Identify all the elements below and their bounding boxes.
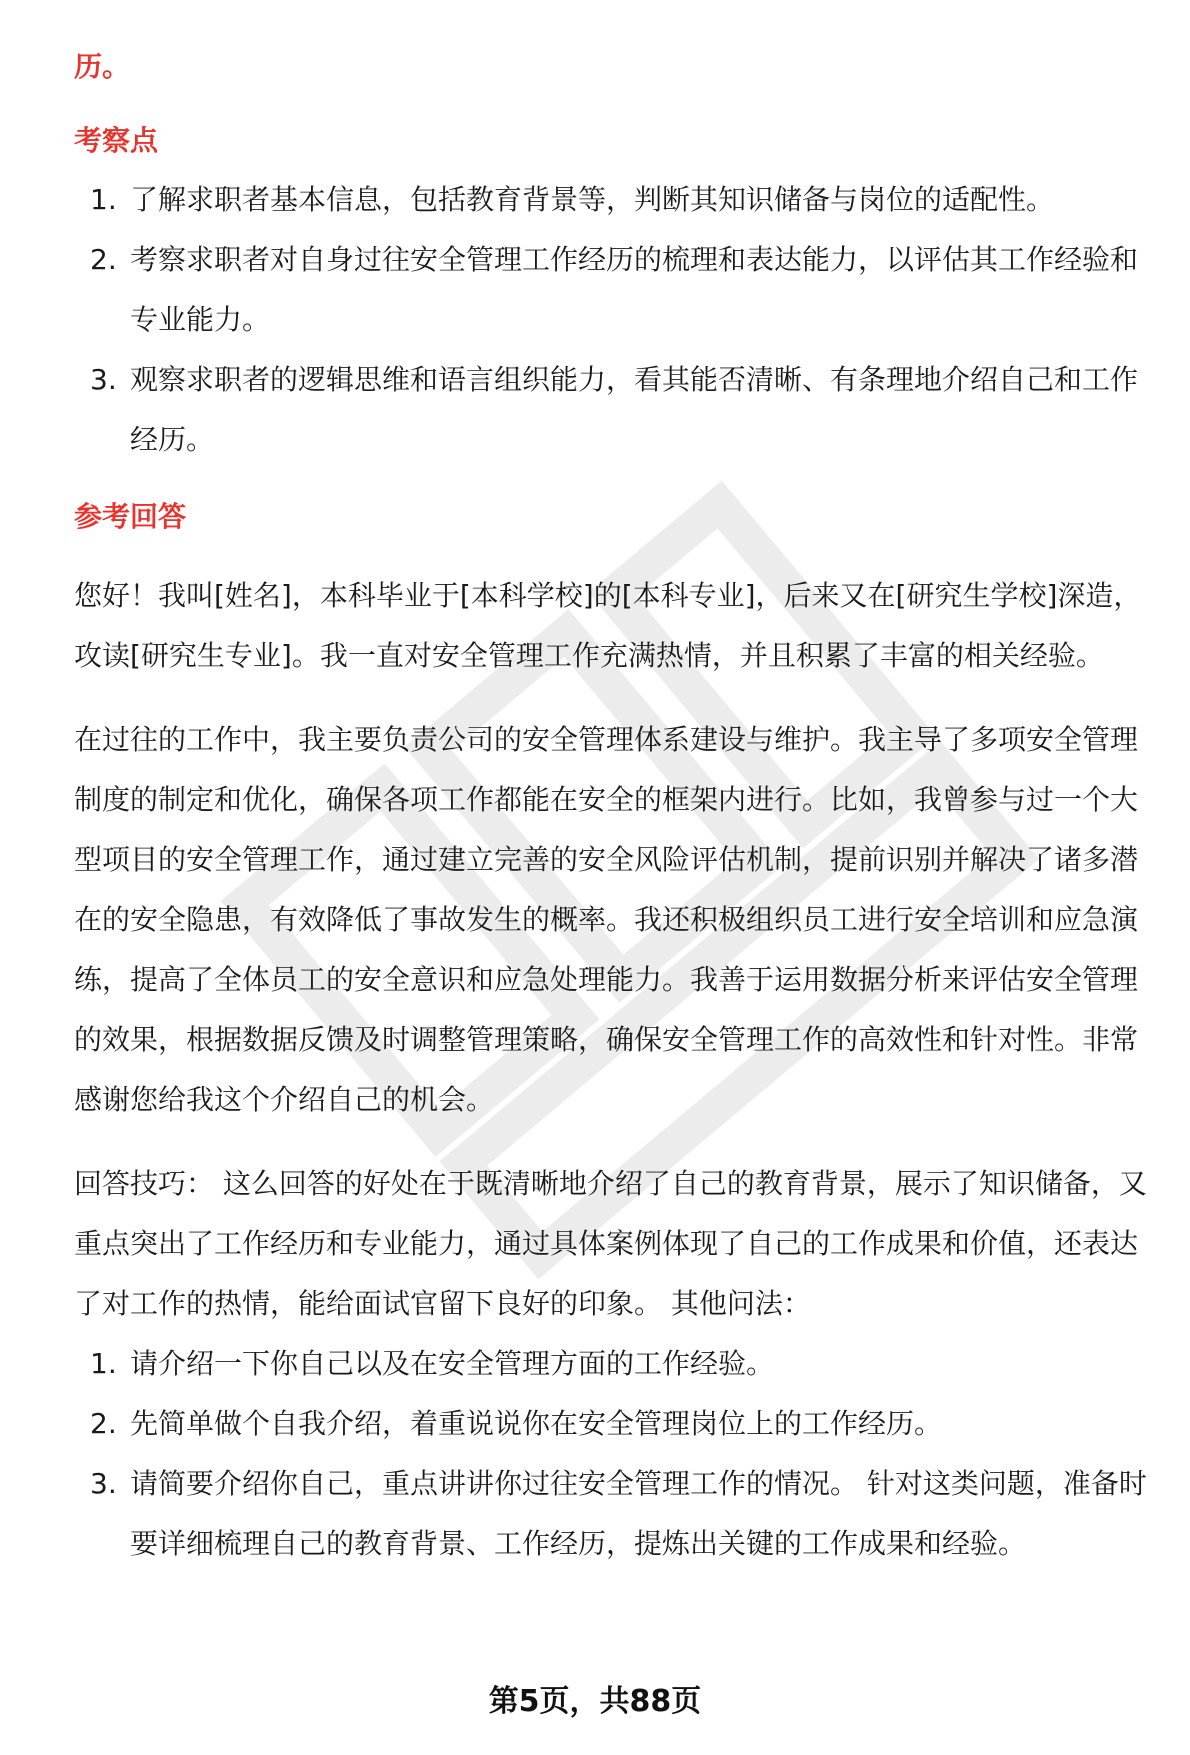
- alternative-questions-list: [74, 1334, 1164, 1574]
- list-number: 1.: [90, 183, 117, 216]
- page-number-footer: 第5页，共88页: [488, 1684, 702, 1719]
- list-item: 2. 考察求职者对自身过往安全管理工作经历的梳理和表达能力，以评估其工作经验和专业能力。: [74, 230, 1164, 350]
- answer-paragraph-intro: 您好！我叫[姓名]，本科毕业于[本科学校]的[本科专业]，后来又在[研究生学校]深造，攻读[研究生专业]。我一直对安全管理工作充满热情，并且积累了丰富的相关经验。: [74, 579, 1142, 672]
- list-item: 3. 请简要介绍你自己，重点讲讲你过往安全管理工作的情况。 针对这类问题，准备时要详细梳理自己的教育背景、工作经历，提炼出关键的工作成果和经验。: [74, 1454, 1164, 1574]
- list-item: 3. 观察求职者的逻辑思维和语言组织能力，看其能否清晰、有条理地介绍自己和工作经历。: [74, 350, 1164, 470]
- continuation-text: 历。: [74, 50, 131, 83]
- section-heading-reference-answer: 参考回答: [74, 500, 187, 533]
- answer-tips-paragraph: 回答技巧： 这么回答的好处在于既清晰地介绍了自己的教育背景，展示了知识储备，又重点突出了工作经历和专业能力，通过具体案例体现了自己的工作成果和价值，还表达了对工作的热情，能给面试官留下良好的印象。 其他问法：: [74, 1167, 1147, 1320]
- list-number: 3.: [90, 1467, 117, 1500]
- list-number: 1.: [90, 1347, 117, 1380]
- assessment-list: [74, 170, 1164, 470]
- list-number: 3.: [90, 363, 117, 396]
- list-item: 1. 了解求职者基本信息，包括教育背景等，判断其知识储备与岗位的适配性。: [74, 170, 1164, 230]
- section-heading-assessment: 考察点: [74, 124, 159, 157]
- list-number: 2.: [90, 1407, 117, 1440]
- content-area: [74, 38, 1164, 1574]
- list-item: 1. 请介绍一下你自己以及在安全管理方面的工作经验。: [74, 1334, 1164, 1394]
- answer-paragraph-experience: 在过往的工作中，我主要负责公司的安全管理体系建设与维护。我主导了多项安全管理制度的制定和优化，确保各项工作都能在安全的框架内进行。比如，我曾参与过一个大型项目的安全管理工作，通过建立完善的安全风险评估机制，提前识别并解决了诸多潜在的安全隐患，有效降低了事故发生的概率。我还积极组织员工进行安全培训和应急演练，提高了全体员工的安全意识和应急处理能力。我善于运用数据分析来评估安全管理的效果，根据数据反馈及时调整管理策略，确保安全管理工作的高效性和针对性。非常感谢您给我这个介绍自己的机会。: [74, 723, 1139, 1116]
- list-number: 2.: [90, 243, 117, 276]
- list-item: 2. 先简单做个自我介绍，着重说说你在安全管理岗位上的工作经历。: [74, 1394, 1164, 1454]
